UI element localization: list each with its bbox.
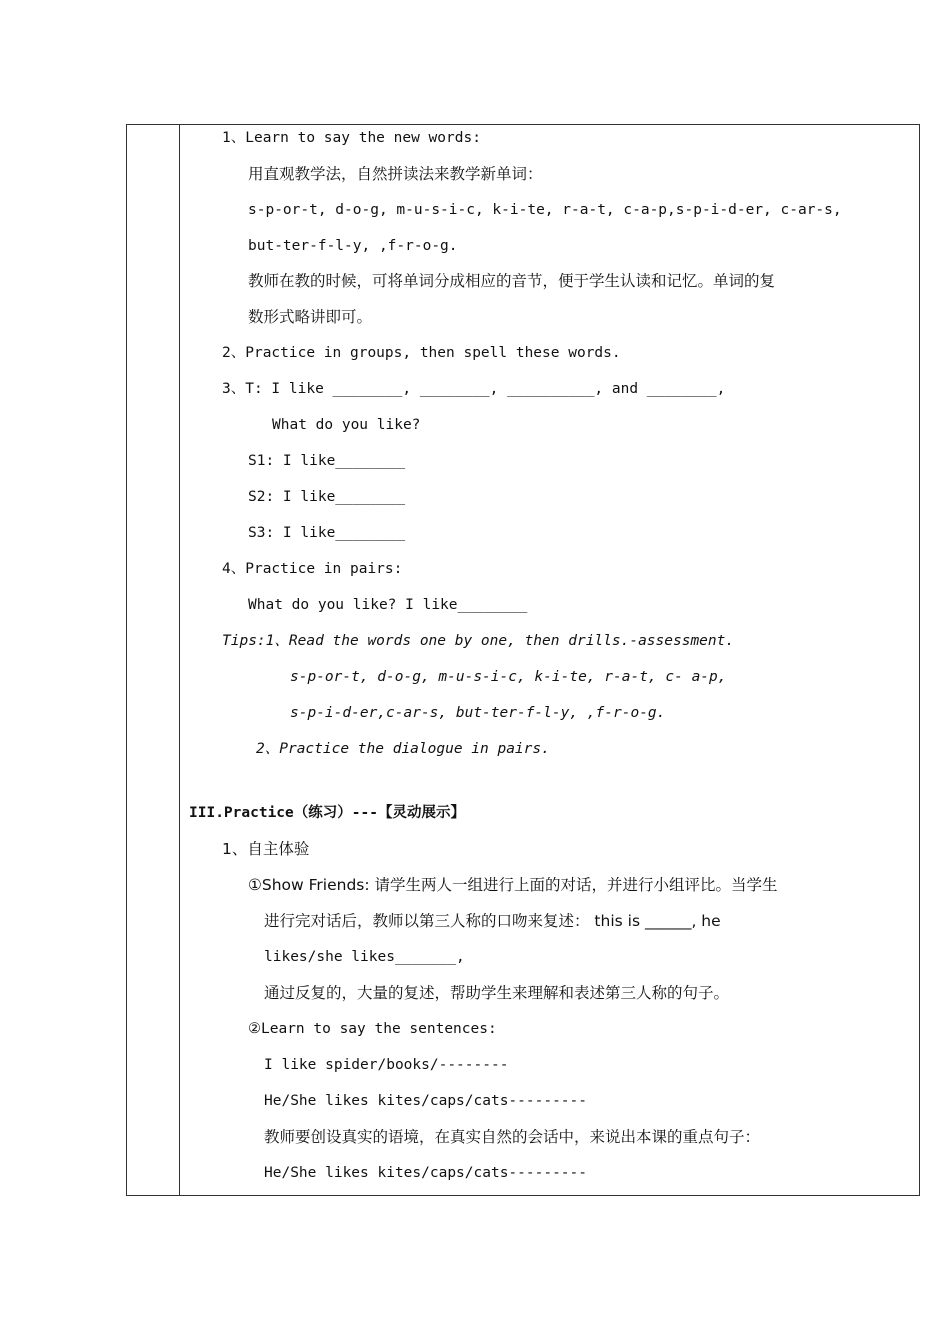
student-3-line: S3: I like________ bbox=[248, 525, 406, 541]
step-4-dialogue: What do you like? I like________ bbox=[248, 597, 528, 613]
step-3-question: What do you like? bbox=[272, 417, 421, 433]
sentences-heading: ②Learn to say the sentences: bbox=[248, 1021, 497, 1037]
show-friends-2: 进行完对话后，教师以第三人称的口吻来复述： this is ______, he bbox=[264, 912, 721, 930]
step-1-heading: 1、Learn to say the new words: bbox=[222, 130, 481, 146]
sentence-2: He/She likes kites/caps/cats--------- bbox=[264, 1093, 588, 1109]
sentence-3: He/She likes kites/caps/cats--------- bbox=[264, 1165, 588, 1181]
sentence-1: I like spider/books/-------- bbox=[264, 1057, 509, 1073]
column-divider bbox=[179, 124, 180, 1196]
teaching-note-3: 教师要创设真实的语境，在真实自然的会话中，来说出本课的重点句子： bbox=[264, 1128, 761, 1146]
student-2-line: S2: I like________ bbox=[248, 489, 406, 505]
teaching-note-1: 教师在教的时候，可将单词分成相应的音节，便于学生认读和记忆。单词的复 bbox=[248, 272, 776, 290]
show-friends-3: likes/she likes_______, bbox=[264, 949, 465, 965]
show-friends-4: 通过反复的，大量的复述，帮助学生来理解和表述第三人称的句子。 bbox=[264, 984, 730, 1002]
teaching-note-2: 数形式略讲即可。 bbox=[248, 308, 373, 326]
tips-2: 2、Practice the dialogue in pairs. bbox=[256, 741, 550, 757]
tips-words-2: s-p-i-d-er,c-ar-s, but-ter-f-l-y, ,f-r-o-g. bbox=[290, 705, 666, 721]
step-1-method: 用直观教学法，自然拼读法来教学新单词： bbox=[248, 165, 543, 183]
section-heading-practice: III.Practice（练习）---【灵动展示】 bbox=[189, 805, 465, 821]
step-2: 2、Practice in groups, then spell these words. bbox=[222, 345, 621, 361]
tips-1: Tips:1、Read the words one by one, then drills.-assessment. bbox=[222, 633, 735, 649]
show-friends-1: ①Show Friends: 请学生两人一组进行上面的对话，并进行小组评比。当学生 bbox=[248, 876, 778, 894]
word-syllables-2: but-ter-f-l-y, ,f-r-o-g. bbox=[248, 238, 458, 254]
step-4: 4、Practice in pairs: bbox=[222, 561, 403, 577]
step-3: 3、T: I like ________, ________, __________, and ________, bbox=[222, 381, 726, 397]
tips-words-1: s-p-or-t, d-o-g, m-u-s-i-c, k-i-te, r-a-t, c- a-p, bbox=[290, 669, 727, 685]
practice-step-1: 1、自主体验 bbox=[222, 840, 310, 858]
student-1-line: S1: I like________ bbox=[248, 453, 406, 469]
word-syllables-1: s-p-or-t, d-o-g, m-u-s-i-c, k-i-te, r-a-t, c-a-p,s-p-i-d-er, c-ar-s, bbox=[248, 202, 842, 218]
